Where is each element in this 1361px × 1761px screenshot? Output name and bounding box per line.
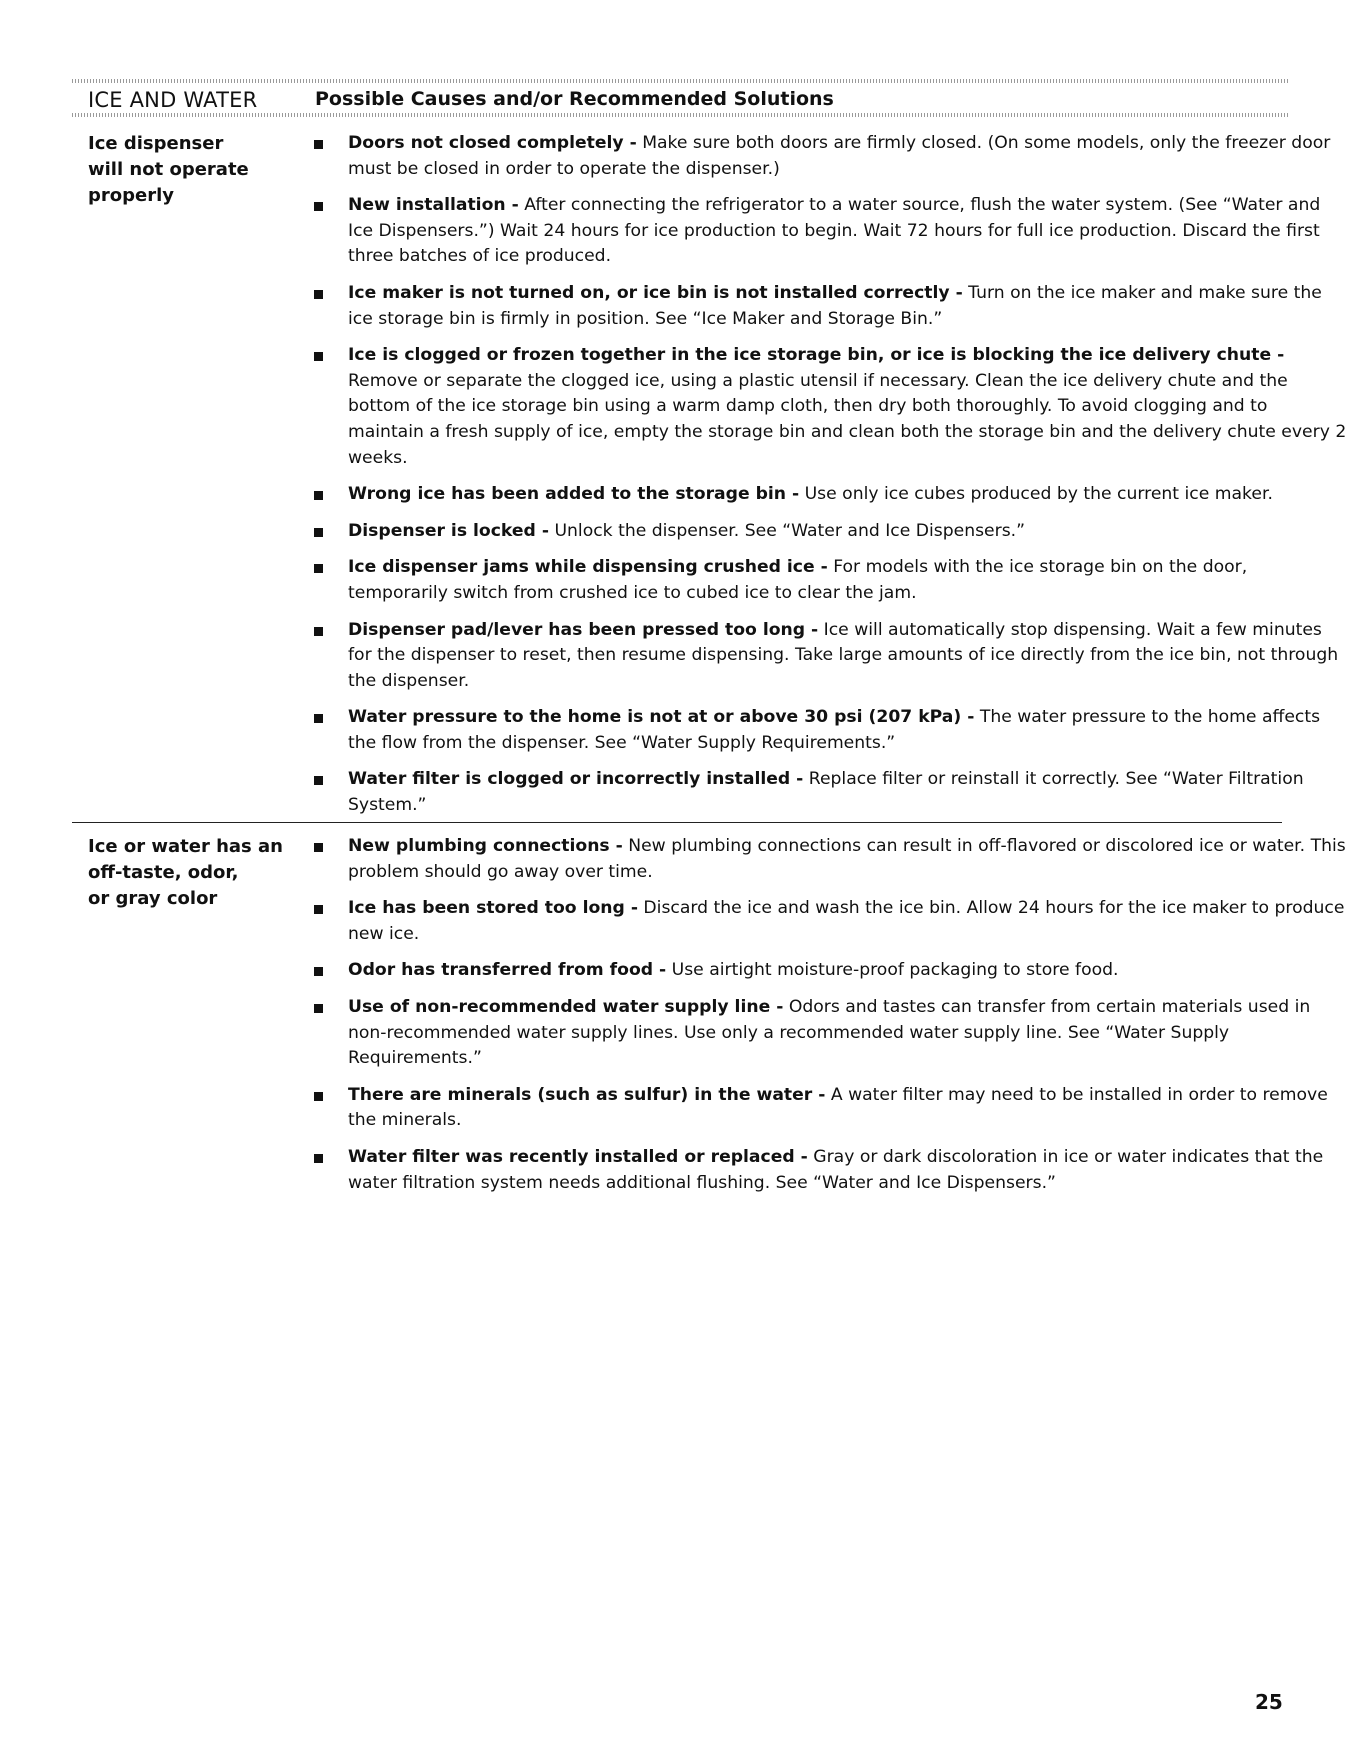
solutions-list [348,834,1348,1207]
cause-text: Ice is clogged or frozen together in the ice storage bin, or ice is blocking the ice delivery chute - [348,345,1285,366]
bullet-icon [314,290,323,299]
bullet-icon [314,843,323,852]
cause-text: Water pressure to the home is not at or above 30 psi (207 kPa) - [348,707,975,728]
bullet-icon [314,1092,323,1101]
solution-text: For models with the ice storage bin on the door, temporarily switch from crushed ice to cubed ice to clear the jam. [348,557,1248,603]
solution-text: New plumbing connections can result in off-flavored or discolored ice or water. This problem should go away over time. [348,836,1346,882]
cause-text: Wrong ice has been added to the storage bin - [348,484,800,505]
bullet-icon [314,528,323,537]
solution-text: Ice will automatically stop dispensing. Wait a few minutes for the dispenser to reset, then resume dispensing. Take large amounts of ice directly from the ice bin, not through the dispenser. [348,619,1339,691]
cause-text: New installation - [348,195,519,216]
bullet-icon [314,491,323,500]
solution-item [348,131,1348,182]
bullet-icon [314,564,323,573]
solution-text: Replace filter or reinstall it correctly. See “Water Filtration System.” [348,769,1304,816]
solution-text: Remove or separate the clogged ice, using a plastic utensil if necessary. Clean the ice delivery chute and the bottom of the ice storage bin using a warm damp cloth, then dry both thoroughly. To avoid clogging and to maintain a fresh supply of ice, empty the storage bin and clean both the storage bin and the delivery chute every 2 weeks. [348,370,1347,468]
solution-item [348,555,1348,606]
solution-item [348,958,1348,984]
solution-item [348,618,1348,695]
solution-item [348,834,1348,885]
cause-text: Odor has transferred from food - [348,960,667,981]
bullet-icon [314,905,323,914]
solution-text: Unlock the dispenser. See “Water and Ice Dispensers.” [548,520,1026,541]
solution-item [348,281,1348,332]
bullet-icon [314,776,323,785]
cause-text: Use of non-recommended water supply line - [348,996,784,1017]
bullet-icon [314,352,323,361]
solution-item [348,995,1348,1072]
solution-text: Use only ice cubes produced by the current ice maker. [799,484,1273,505]
cause-text: Ice has been stored too long - [348,898,638,919]
solutions-list [348,131,1348,830]
problem-label [88,131,308,209]
cause-text: Water filter was recently installed or replaced - [348,1146,808,1167]
problem-label-line: or gray color [88,888,218,909]
problem-label-line: Ice or water has an [88,836,283,857]
bullet-icon [314,1154,323,1163]
solution-item [348,1083,1348,1134]
solution-text: Odors and tastes can transfer from certain materials used in non-recommended water supply lines. Use only a recommended water supply line. See “Water Supply Requirements.” [348,996,1311,1069]
solution-text: A water filter may need to be installed in order to remove the minerals. [348,1084,1328,1131]
solution-item [348,896,1348,947]
solution-text: Discard the ice and wash the ice bin. Allow 24 hours for the ice maker to produce new ice. [348,898,1345,944]
solution-text: Turn on the ice maker and make sure the ice storage bin is firmly in position. See “Ice Maker and Storage Bin.” [348,282,1322,329]
solution-item [348,705,1348,756]
cause-text: Dispenser pad/lever has been pressed too long - [348,619,819,640]
cause-text: New plumbing connections - [348,836,623,856]
cause-text: Water filter is clogged or incorrectly installed - [348,769,804,790]
solution-item [348,767,1348,818]
problem-label [88,834,308,912]
cause-text: Ice maker is not turned on, or ice bin is not installed correctly - [348,282,963,303]
problem-label-line: will not operate [88,159,249,180]
solution-item [348,1145,1348,1196]
table-header-solutions: Possible Causes and/or Recommended Solutions [315,88,834,110]
bullet-icon [314,140,323,149]
cause-text: Ice dispenser jams while dispensing crushed ice - [348,557,828,578]
cause-text: Dispenser is locked - [348,520,549,541]
page-number: 25 [1255,1690,1283,1714]
bullet-icon [314,627,323,636]
bullet-icon [314,714,323,723]
cause-text: There are minerals (such as sulfur) in the water - [348,1084,826,1105]
solution-item [348,519,1348,545]
problem-label-line: off-taste, odor, [88,862,239,883]
solution-text: Make sure both doors are firmly closed. (On some models, only the freezer door must be closed in order to operate the dispenser.) [348,133,1331,179]
solution-item [348,482,1348,508]
bullet-icon [314,202,323,211]
solution-item [348,343,1348,471]
cause-text: Doors not closed completely - [348,133,637,153]
header-stripe [72,113,1290,117]
solution-text: After connecting the refrigerator to a water source, flush the water system. (See “Water and Ice Dispensers.”) Wait 24 hours for ice production to begin. Wait 72 hours for full ice production. Discard the first three batches of ice produced. [348,195,1321,267]
bullet-icon [314,967,323,976]
section-divider [72,822,1282,823]
solution-text: Use airtight moisture-proof packaging to store food. [666,960,1119,981]
bullet-icon [314,1004,323,1013]
problem-label-line: properly [88,185,175,206]
solution-text: Gray or dark discoloration in ice or water indicates that the water filtration system needs additional flushing. See “Water and Ice Dispensers.” [348,1146,1324,1193]
table-header-category: ICE AND WATER [88,88,258,112]
solution-item [348,193,1348,270]
solution-text: The water pressure to the home affects the flow from the dispenser. See “Water Supply Requirements.” [348,707,1321,753]
problem-label-line: Ice dispenser [88,133,224,154]
